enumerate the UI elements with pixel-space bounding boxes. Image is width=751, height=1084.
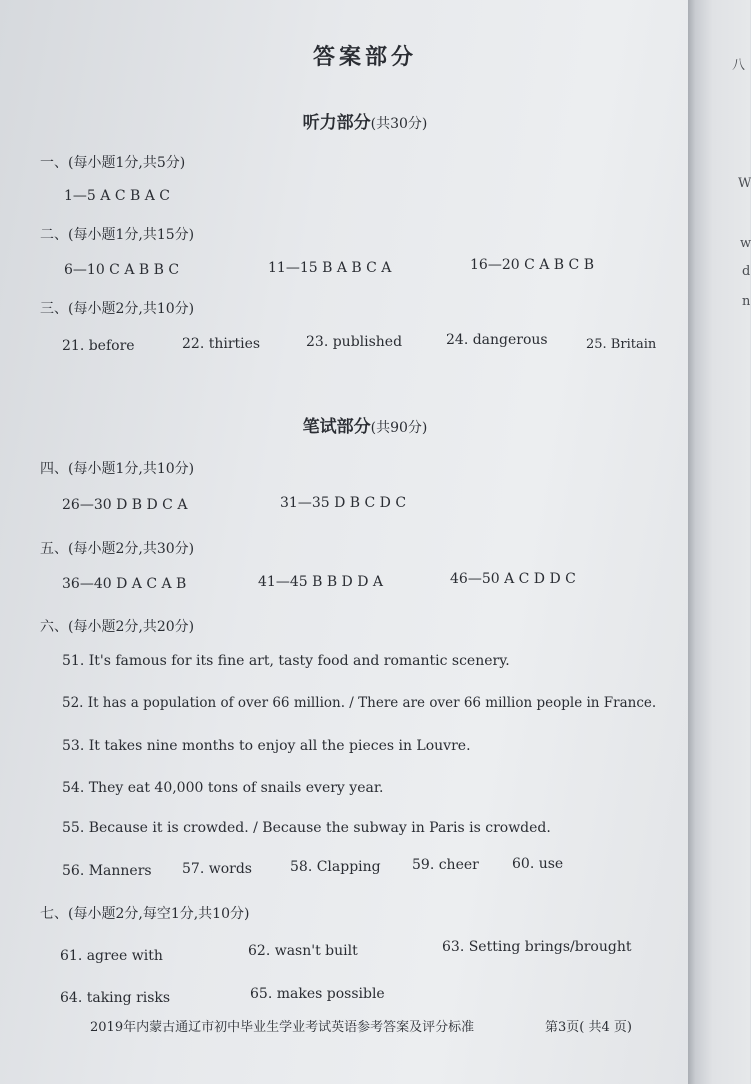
answer-group: 16—20 C A B C B	[470, 257, 594, 273]
answer-group: 31—35 D B C D C	[280, 495, 407, 511]
answer-sentence: 54. They eat 40,000 tons of snails every year.	[62, 780, 384, 796]
edge-letter: d	[742, 264, 751, 279]
page-footer	[90, 1016, 632, 1035]
answer-group: 61. agree with	[60, 948, 163, 964]
footer-text: 2019年内蒙古通辽市初中毕业生学业考试英语参考答案及评分标准	[90, 1020, 475, 1035]
answer-group: 58. Clapping	[290, 859, 381, 875]
section-heading: 五、(每小题2分,共30分)	[40, 541, 195, 557]
listening-subtitle: (共30分)	[370, 116, 428, 132]
answer-group: 21. before	[62, 338, 135, 354]
listening-part-title	[0, 108, 730, 133]
answer-sentence: 53. It takes nine months to enjoy all the pieces in Louvre.	[62, 738, 471, 754]
edge-letter: w	[740, 236, 751, 251]
writing-subtitle: (共90分)	[370, 420, 428, 436]
answer-group: 64. taking risks	[60, 990, 171, 1006]
answer-group: 65. makes possible	[250, 986, 385, 1002]
answer-group: 11—15 B A B C A	[268, 260, 392, 276]
page-title: 答案部分	[312, 44, 417, 70]
answer-group: 22. thirties	[182, 336, 261, 352]
section-heading: 七、(每小题2分,每空1分,共10分)	[40, 906, 250, 922]
edge-letter: 八	[732, 58, 746, 73]
answer-sentence: 55. Because it is crowded. / Because the subway in Paris is crowded.	[62, 820, 551, 836]
writing-title: 笔试部分	[302, 417, 371, 437]
answer-group: 6—10 C A B B C	[64, 262, 180, 278]
edge-letter: n	[742, 294, 751, 309]
listening-title: 听力部分	[302, 113, 371, 133]
answer-group: 26—30 D B D C A	[62, 497, 188, 513]
answer-group: 60. use	[512, 856, 564, 872]
writing-part-title	[0, 412, 730, 437]
section-heading: 二、(每小题1分,共15分)	[40, 227, 195, 243]
section-heading: 六、(每小题2分,共20分)	[40, 619, 195, 635]
answer-group: 63. Setting brings/brought	[442, 939, 632, 955]
edge-letter: W	[738, 176, 751, 191]
answer-group: 1—5 A C B A C	[64, 188, 170, 204]
answer-group: 23. published	[306, 334, 403, 350]
answer-group: 46—50 A C D D C	[450, 571, 576, 587]
answer-group: 24. dangerous	[446, 332, 548, 348]
answer-group: 57. words	[182, 861, 252, 877]
next-page-edge	[688, 0, 750, 1084]
answer-sentence: 51. It's famous for its fine art, tasty food and romantic scenery.	[62, 653, 510, 669]
answer-group: 36—40 D A C A B	[62, 576, 187, 592]
answer-group: 56. Manners	[62, 863, 152, 879]
answer-group: 25. Britain	[586, 337, 657, 352]
section-heading: 一、(每小题1分,共5分)	[40, 155, 186, 171]
answer-group: 62. wasn't built	[248, 943, 358, 959]
answer-sentence: 52. It has a population of over 66 million. / There are over 66 million people in France.	[62, 695, 657, 711]
page-number: 第3页( 共4 页)	[545, 1020, 632, 1035]
section-heading: 四、(每小题1分,共10分)	[40, 461, 195, 477]
section-heading: 三、(每小题2分,共10分)	[40, 301, 195, 317]
answer-group: 59. cheer	[412, 857, 479, 873]
answer-group: 41—45 B B D D A	[258, 574, 384, 590]
